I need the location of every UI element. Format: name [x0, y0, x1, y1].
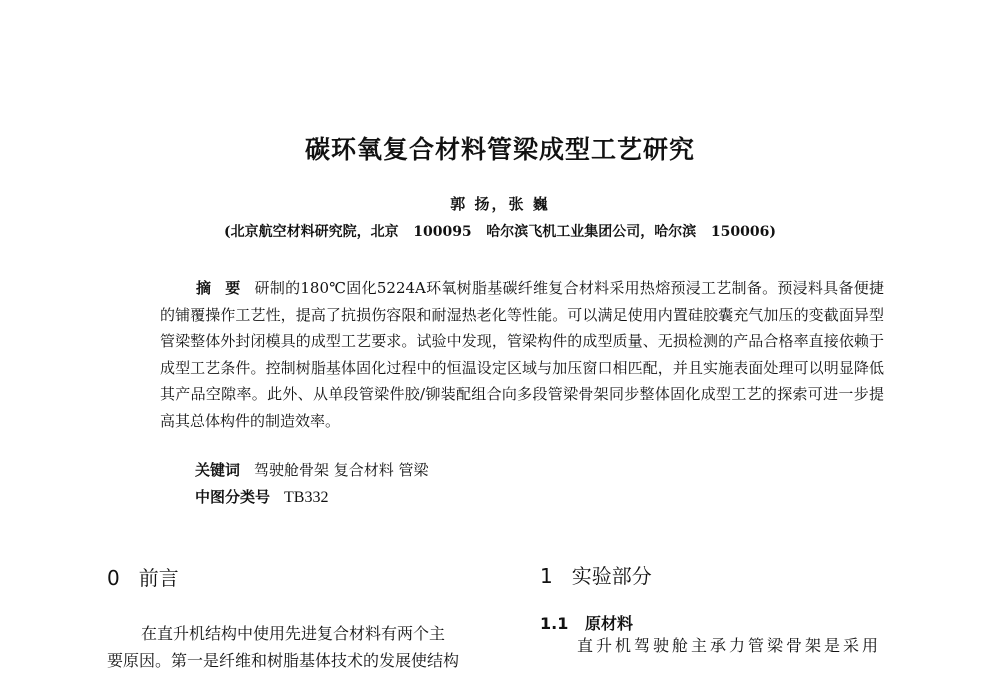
preface-body: [107, 620, 502, 674]
section-heading-preface: 0 前言: [107, 566, 179, 590]
preface-line-2: 要原因。第一是纤维和树脂基体技术的发展使结构: [107, 651, 460, 670]
preface-line-1: 在直升机结构中使用先进复合材料有两个主: [141, 624, 446, 643]
classification-value: TB332: [284, 489, 329, 506]
keywords-label: 关键词: [195, 461, 241, 479]
subsection-heading-materials: 1.1 原材料: [540, 614, 634, 633]
classification: [195, 486, 328, 507]
abstract: [160, 275, 884, 434]
authors: 郭 扬，张 巍: [450, 195, 550, 213]
abstract-label: 摘要: [196, 279, 255, 297]
section-heading-experimental: 1 实验部分: [540, 564, 652, 588]
classification-label: 中图分类号: [195, 488, 271, 506]
paper-title: 碳环氧复合材料管梁成型工艺研究: [304, 135, 695, 164]
keywords-value: 驾驶舱骨架 复合材料 管梁: [254, 461, 429, 479]
affiliation: (北京航空材料研究院，北京 100095 哈尔滨飞机工业集团公司，哈尔滨 150006): [223, 224, 776, 240]
abstract-text: 研制的180℃固化5224A环氧树脂基碳纤维复合材料采用热熔预浸工艺制备。预浸料具备便捷的铺覆操作工艺性，提高了抗损伤容限和耐湿热老化等性能。可以满足使用内置硅胶囊充气加压的变截面异型管梁整体外封闭模具的成型工艺要求。试验中发现，管梁构件的成型质量、无损检测的产品合格率直接依赖于成型工艺条件。控制树脂基体固化过程中的恒温设定区域与加压窗口相匹配，并且实施表面处理可以明显降低其产品空隙率。此外、从单段管梁件胶/铆装配组合向多段管梁骨架同步整体固化成型工艺的探索可进一步提高其总体构件的制造效率。: [160, 279, 884, 430]
materials-body: 直升机驾驶舱主承力管梁骨架是采用: [577, 636, 882, 655]
keywords: [195, 459, 429, 480]
